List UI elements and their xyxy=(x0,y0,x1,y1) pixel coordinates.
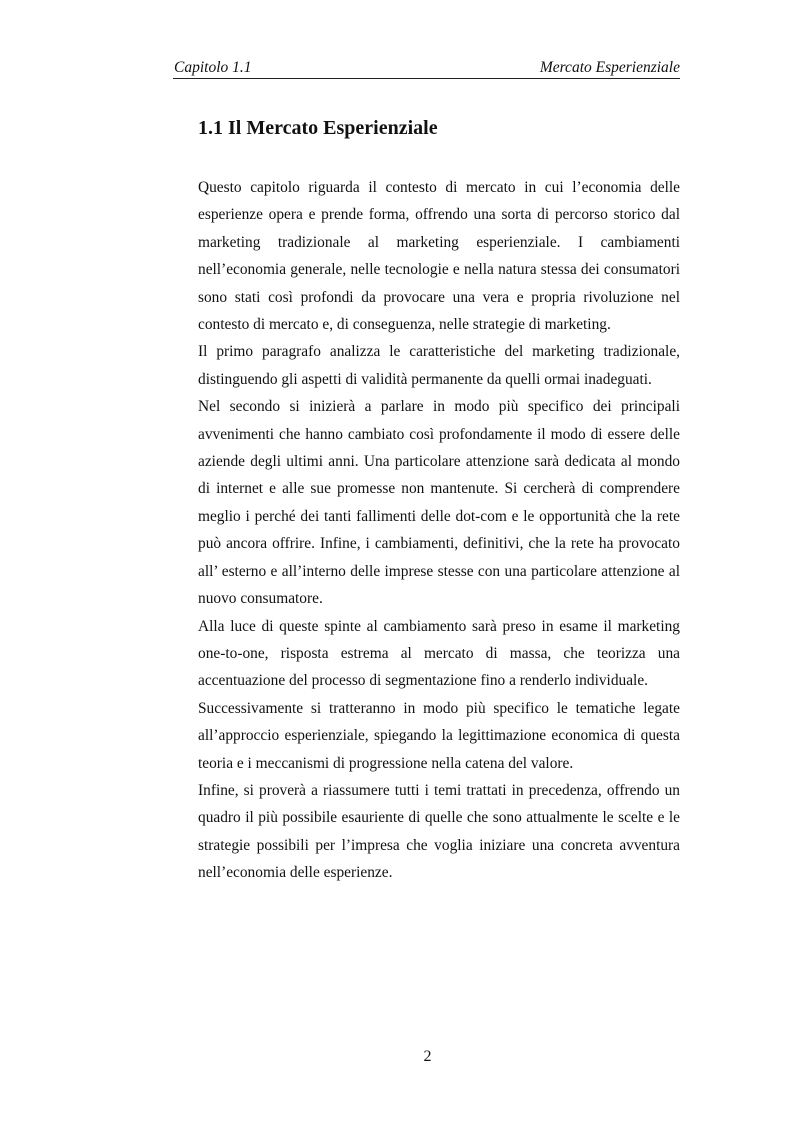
paragraph: Alla luce di queste spinte al cambiamento sarà preso in esame il marketing one-to-one, risposta estrema al mercato di massa, che teorizza una accentuazione del processo di segmentazione fino a renderlo individuale. xyxy=(198,617,680,690)
paragraph: Il primo paragrafo analizza le caratteristiche del marketing tradizionale, distinguendo gli aspetti di validità permanente da quelli ormai inadeguati. xyxy=(198,343,680,388)
paragraph: Nel secondo si inizierà a parlare in modo più specifico dei principali avvenimenti che hanno cambiato così profondamente il modo di essere delle aziende degli ultimi anni. Una particolare attenzione sarà dedicata al mondo di internet e alle sue promesse non mantenute. Si cercherà di comprendere meglio i perché dei tanti fallimenti delle dot-com e le opportunità che la rete può ancora offrire. Infine, i cambiamenti, definitivi, che la rete ha provocato all’ esterno e all’interno delle imprese stesse con una particolare attenzione al nuovo consumatore. xyxy=(198,398,680,608)
paragraph: Infine, si proverà a riassumere tutti i temi trattati in precedenza, offrendo un quadro il più possibile esauriente di quelle che sono attualmente le scelte e le strategie possibili per l’impresa che voglia iniziare una concreta avventura nell’economia delle esperienze. xyxy=(198,781,680,882)
page-number: 2 xyxy=(423,1048,432,1065)
paragraph: Successivamente si tratteranno in modo più specifico le tematiche legate all’approccio esperienziale, spiegando la legittimazione economica di questa teoria e i meccanismi di progressione nella catena del valore. xyxy=(198,699,680,772)
header-section-label: Mercato Esperienziale xyxy=(539,59,680,76)
section-title: 1.1 Il Mercato Esperienziale xyxy=(198,117,438,139)
header-chapter-label: Capitolo 1.1 xyxy=(174,59,252,76)
paragraph: Questo capitolo riguarda il contesto di mercato in cui l’economia delle esperienze opera e prende forma, offrendo una sorta di percorso storico dal marketing tradizionale al marketing esperienziale. I cambiamenti nell’economia generale, nelle tecnologie e nella natura stessa dei consumatori sono stati così profondi da provocare una vera e propria rivoluzione nel contesto di mercato e, di conseguenza, nelle strategie di marketing. xyxy=(198,179,680,334)
body-text xyxy=(198,174,680,887)
running-header xyxy=(173,58,680,79)
